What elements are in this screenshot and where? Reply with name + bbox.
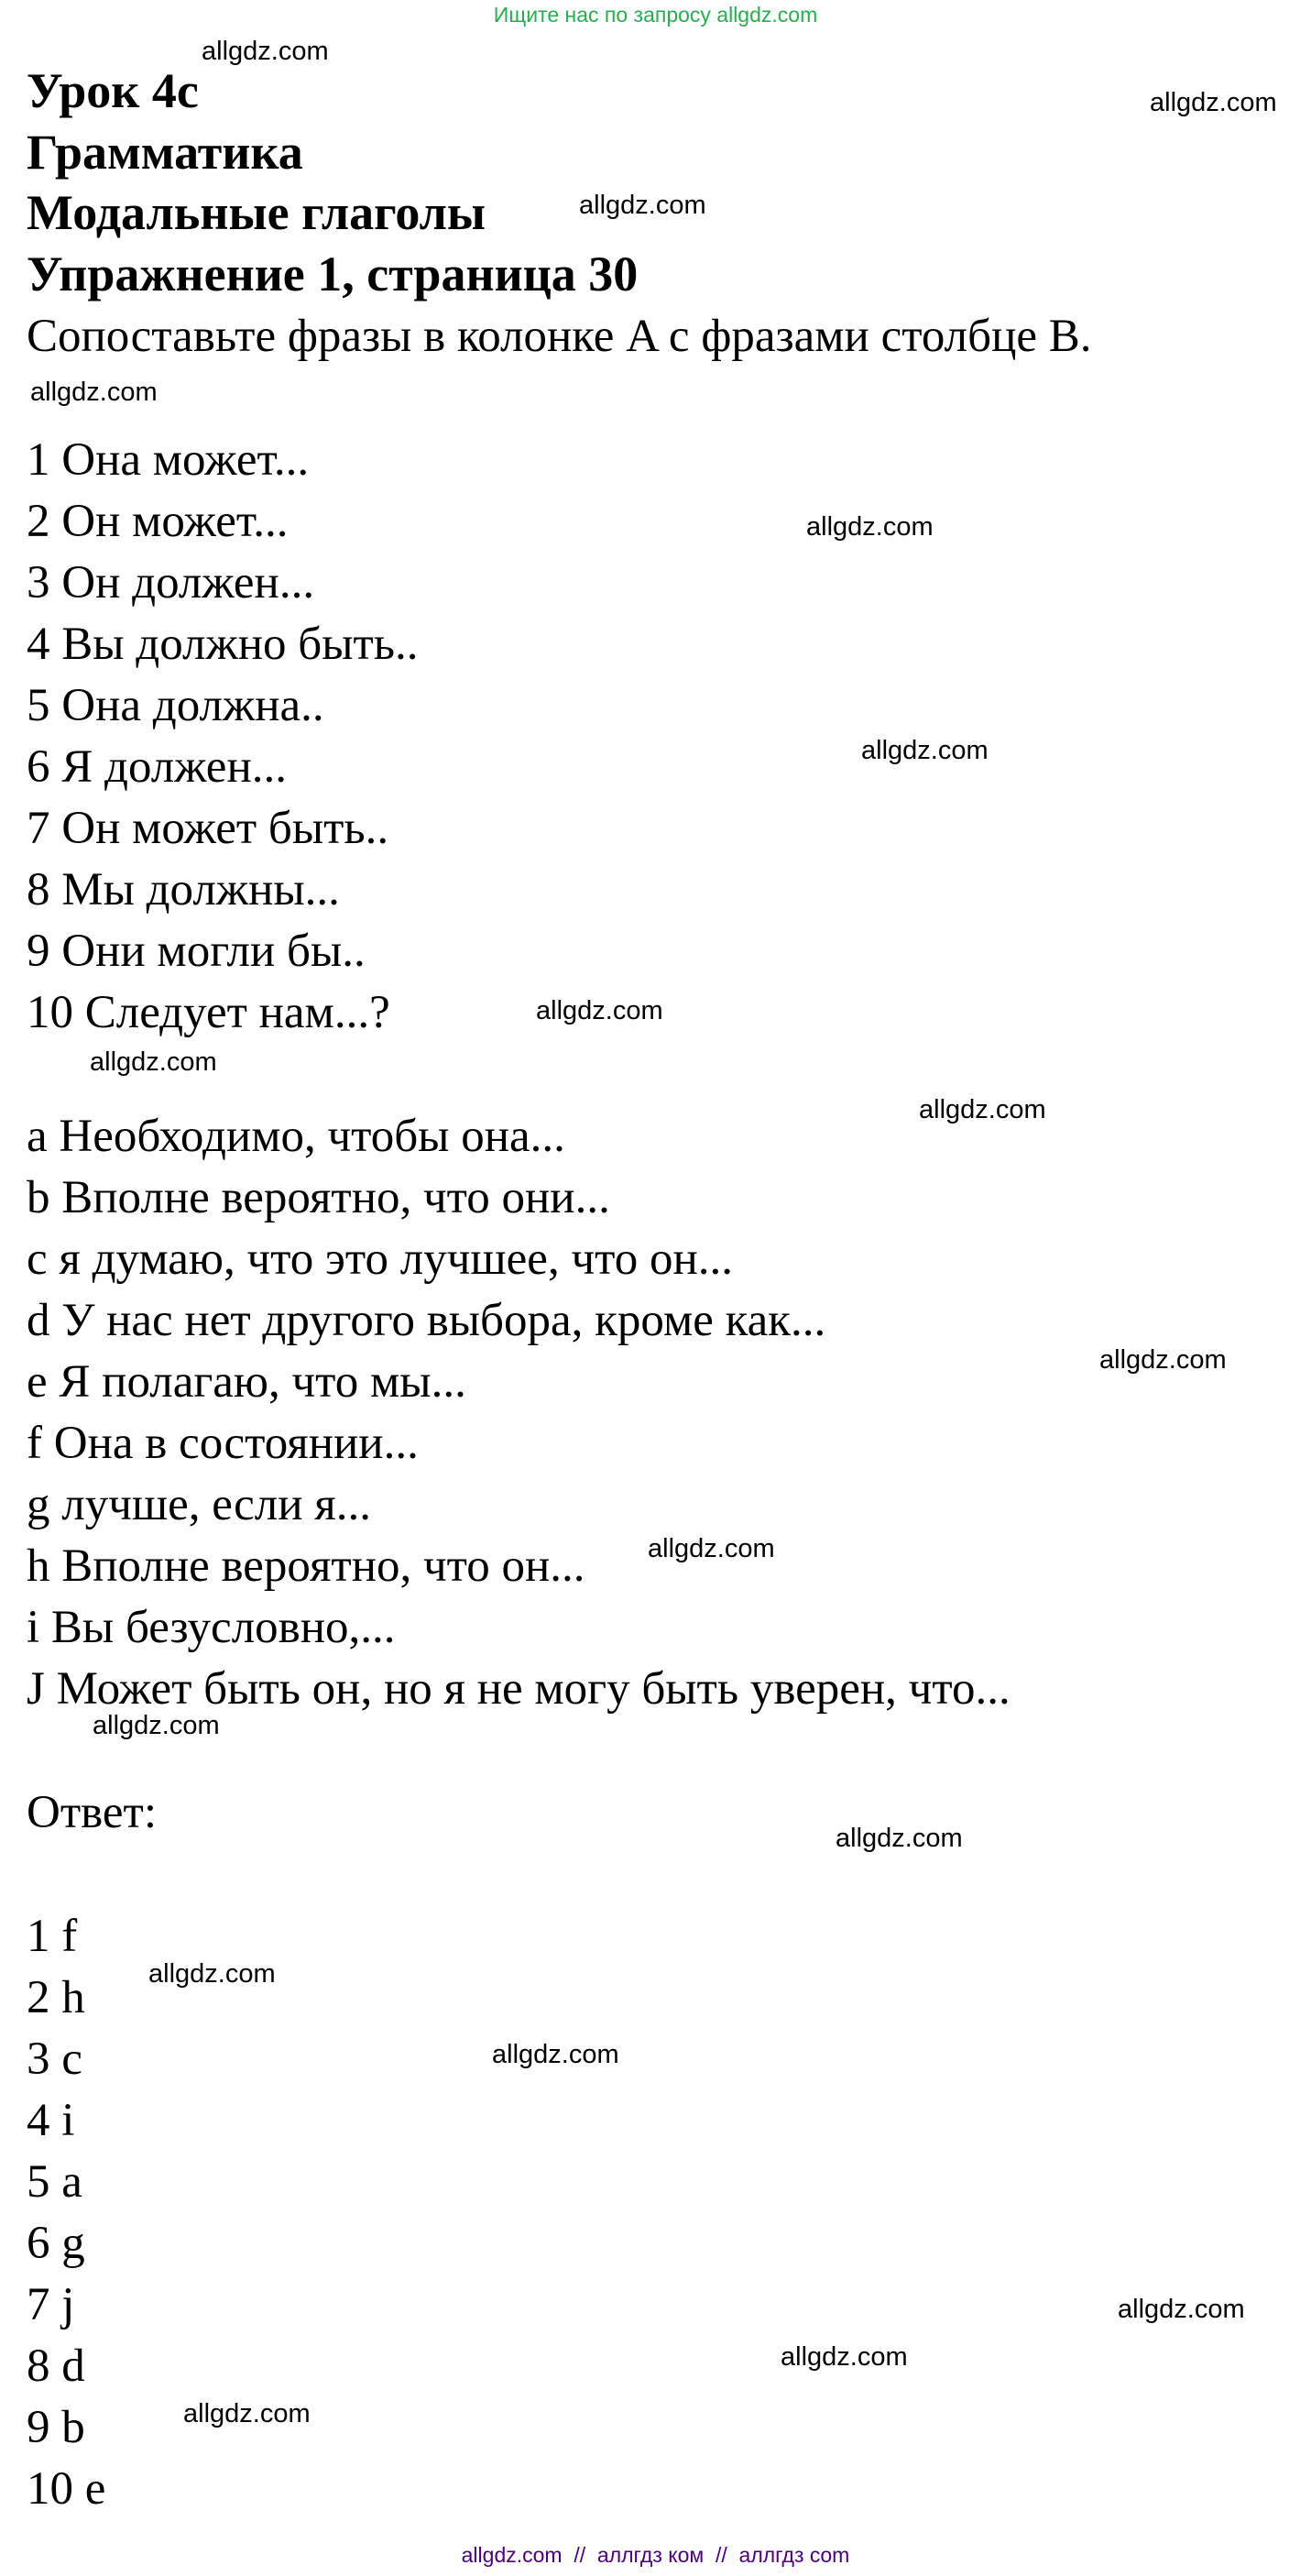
watermark: allgdz.com bbox=[492, 2040, 619, 2069]
footer-separator: // bbox=[562, 2543, 597, 2567]
answer-item: 2 h bbox=[27, 1972, 85, 2023]
footer-link[interactable]: allgdz.com bbox=[461, 2543, 563, 2567]
list-item: g лучше, если я... bbox=[27, 1479, 372, 1530]
list-item: 2 Он может... bbox=[27, 496, 289, 547]
list-item: b Вполне вероятно, что они... bbox=[27, 1172, 610, 1223]
watermark: allgdz.com bbox=[806, 512, 934, 542]
watermark: allgdz.com bbox=[148, 1959, 276, 1989]
exercise-title: Упражнение 1, страница 30 bbox=[27, 247, 639, 301]
watermark: allgdz.com bbox=[93, 1711, 220, 1740]
answer-item: 8 d bbox=[27, 2340, 85, 2392]
list-item: 10 Следует нам...? bbox=[27, 987, 390, 1038]
answer-item: 6 g bbox=[27, 2218, 85, 2269]
answer-item: 10 e bbox=[27, 2463, 106, 2515]
answer-item: 1 f bbox=[27, 1911, 78, 1962]
list-item: 4 Вы должно быть.. bbox=[27, 619, 419, 670]
task-instruction: Сопоставьте фразы в колонке A с фразами столбце B. bbox=[27, 311, 1092, 362]
list-item: i Вы безусловно,... bbox=[27, 1602, 396, 1653]
topic-title: Модальные глаголы bbox=[27, 185, 486, 240]
answer-item: 7 j bbox=[27, 2279, 75, 2330]
footer-link[interactable]: аллгдз ком bbox=[596, 2543, 705, 2567]
watermark: allgdz.com bbox=[781, 2342, 908, 2372]
list-item: J Может быть он, но я не могу быть уверен, что... bbox=[27, 1663, 1011, 1715]
watermark: allgdz.com bbox=[183, 2399, 311, 2428]
lesson-title: Урок 4с bbox=[27, 63, 199, 118]
watermark: allgdz.com bbox=[536, 996, 663, 1025]
footer-separator: // bbox=[704, 2543, 739, 2567]
top-banner[interactable]: Ищите нас по запросу allgdz.com bbox=[493, 3, 818, 27]
watermark: allgdz.com bbox=[202, 37, 329, 66]
section-title: Грамматика bbox=[27, 125, 303, 180]
list-item: 7 Он может быть.. bbox=[27, 803, 389, 854]
list-item: 9 Они могли бы.. bbox=[27, 926, 366, 977]
answer-item: 5 a bbox=[27, 2156, 82, 2208]
list-item: h Вполне вероятно, что он... bbox=[27, 1540, 585, 1592]
list-item: d У нас нет другого выбора, кроме как... bbox=[27, 1295, 826, 1346]
answer-item: 3 c bbox=[27, 2033, 82, 2085]
watermark: allgdz.com bbox=[579, 191, 706, 220]
watermark: allgdz.com bbox=[1150, 88, 1277, 117]
watermark: allgdz.com bbox=[836, 1824, 963, 1853]
footer-links bbox=[0, 2540, 1311, 2570]
watermark: allgdz.com bbox=[90, 1047, 217, 1077]
answer-label: Ответ: bbox=[27, 1787, 157, 1838]
list-item: 5 Она должна.. bbox=[27, 680, 324, 731]
list-item: 8 Мы должны... bbox=[27, 864, 340, 915]
list-item: e Я полагаю, что мы... bbox=[27, 1356, 466, 1408]
watermark: allgdz.com bbox=[1118, 2295, 1245, 2324]
watermark: allgdz.com bbox=[919, 1095, 1046, 1124]
footer-link[interactable]: аллгдз com bbox=[738, 2543, 850, 2567]
list-item: a Необходимо, чтобы она... bbox=[27, 1111, 565, 1162]
answer-item: 4 i bbox=[27, 2095, 75, 2146]
watermark: allgdz.com bbox=[648, 1534, 775, 1563]
list-item: f Она в состоянии... bbox=[27, 1418, 419, 1469]
watermark: allgdz.com bbox=[30, 378, 158, 407]
watermark: allgdz.com bbox=[861, 736, 989, 765]
answer-item: 9 b bbox=[27, 2402, 85, 2453]
list-item: 6 Я должен... bbox=[27, 741, 287, 793]
watermark: allgdz.com bbox=[1099, 1345, 1227, 1375]
list-item: c я думаю, что это лучшее, что он... bbox=[27, 1233, 734, 1285]
list-item: 1 Она может... bbox=[27, 434, 310, 486]
list-item: 3 Он должен... bbox=[27, 557, 315, 608]
